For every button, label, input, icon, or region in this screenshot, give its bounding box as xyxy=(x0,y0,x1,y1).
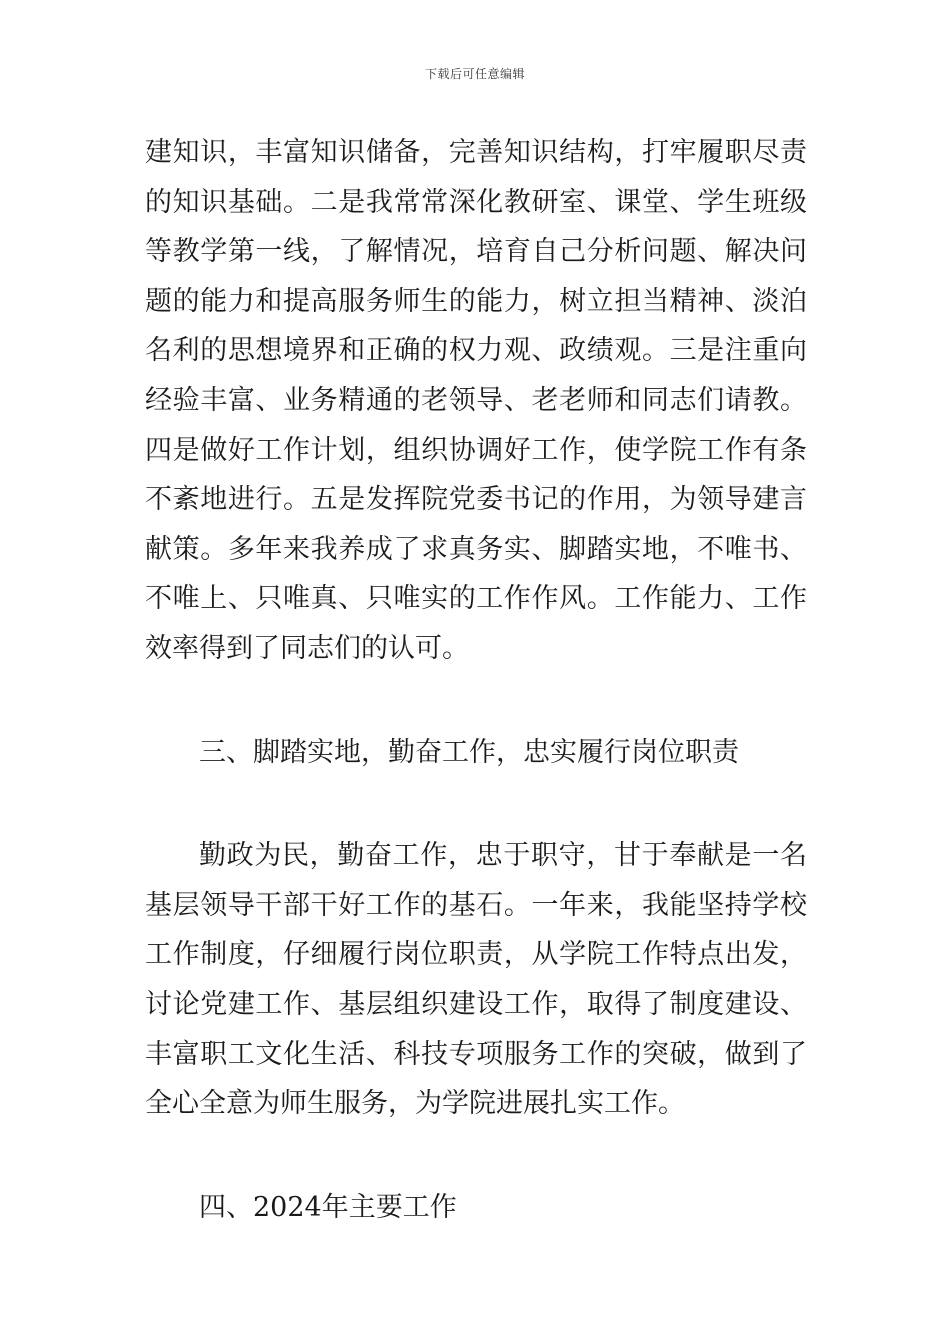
section-heading: 三、脚踏实地，勤奋工作，忠实履行岗位职责 xyxy=(199,736,739,768)
page-header-note: 下载后可任意编辑 xyxy=(424,67,525,81)
section-heading: 四、2024年主要工作 xyxy=(199,1191,457,1223)
body-paragraph: 建知识，丰富知识储备，完善知识结构，打牢履职尽责的知识基础。二是我常常深化教研室、课堂、学生班级等教学第一线，了解情况，培育自己分析问题、解决问题的能力和提高服务师生的能力，树立担当精神、淡泊名利的思想境界和正确的权力观、政绩观。三是注重向经验丰富、业务精通的老领导、老老师和同志们请教。四是做好工作计划，组织协调好工作，使学院工作有条不紊地进行。五是发挥院党委书记的作用，为领导建言献策。多年来我养成了求真务实、脚踏实地，不唯书、不唯上、只唯真、只唯实的工作作风。工作能力、工作效率得到了同志们的认可。 xyxy=(145,137,807,664)
body-paragraph: 勤政为民，勤奋工作，忠于职守，甘于奉献是一名基层领导干部干好工作的基石。一年来，我能坚持学校工作制度，仔细履行岗位职责，从学院工作特点出发，讨论党建工作、基层组织建设工作，取得了制度建设、丰富职工文化生活、科技专项服务工作的突破，做到了全心全意为师生服务，为学院进展扎实工作。 xyxy=(145,840,807,1120)
document-body xyxy=(145,128,807,1232)
